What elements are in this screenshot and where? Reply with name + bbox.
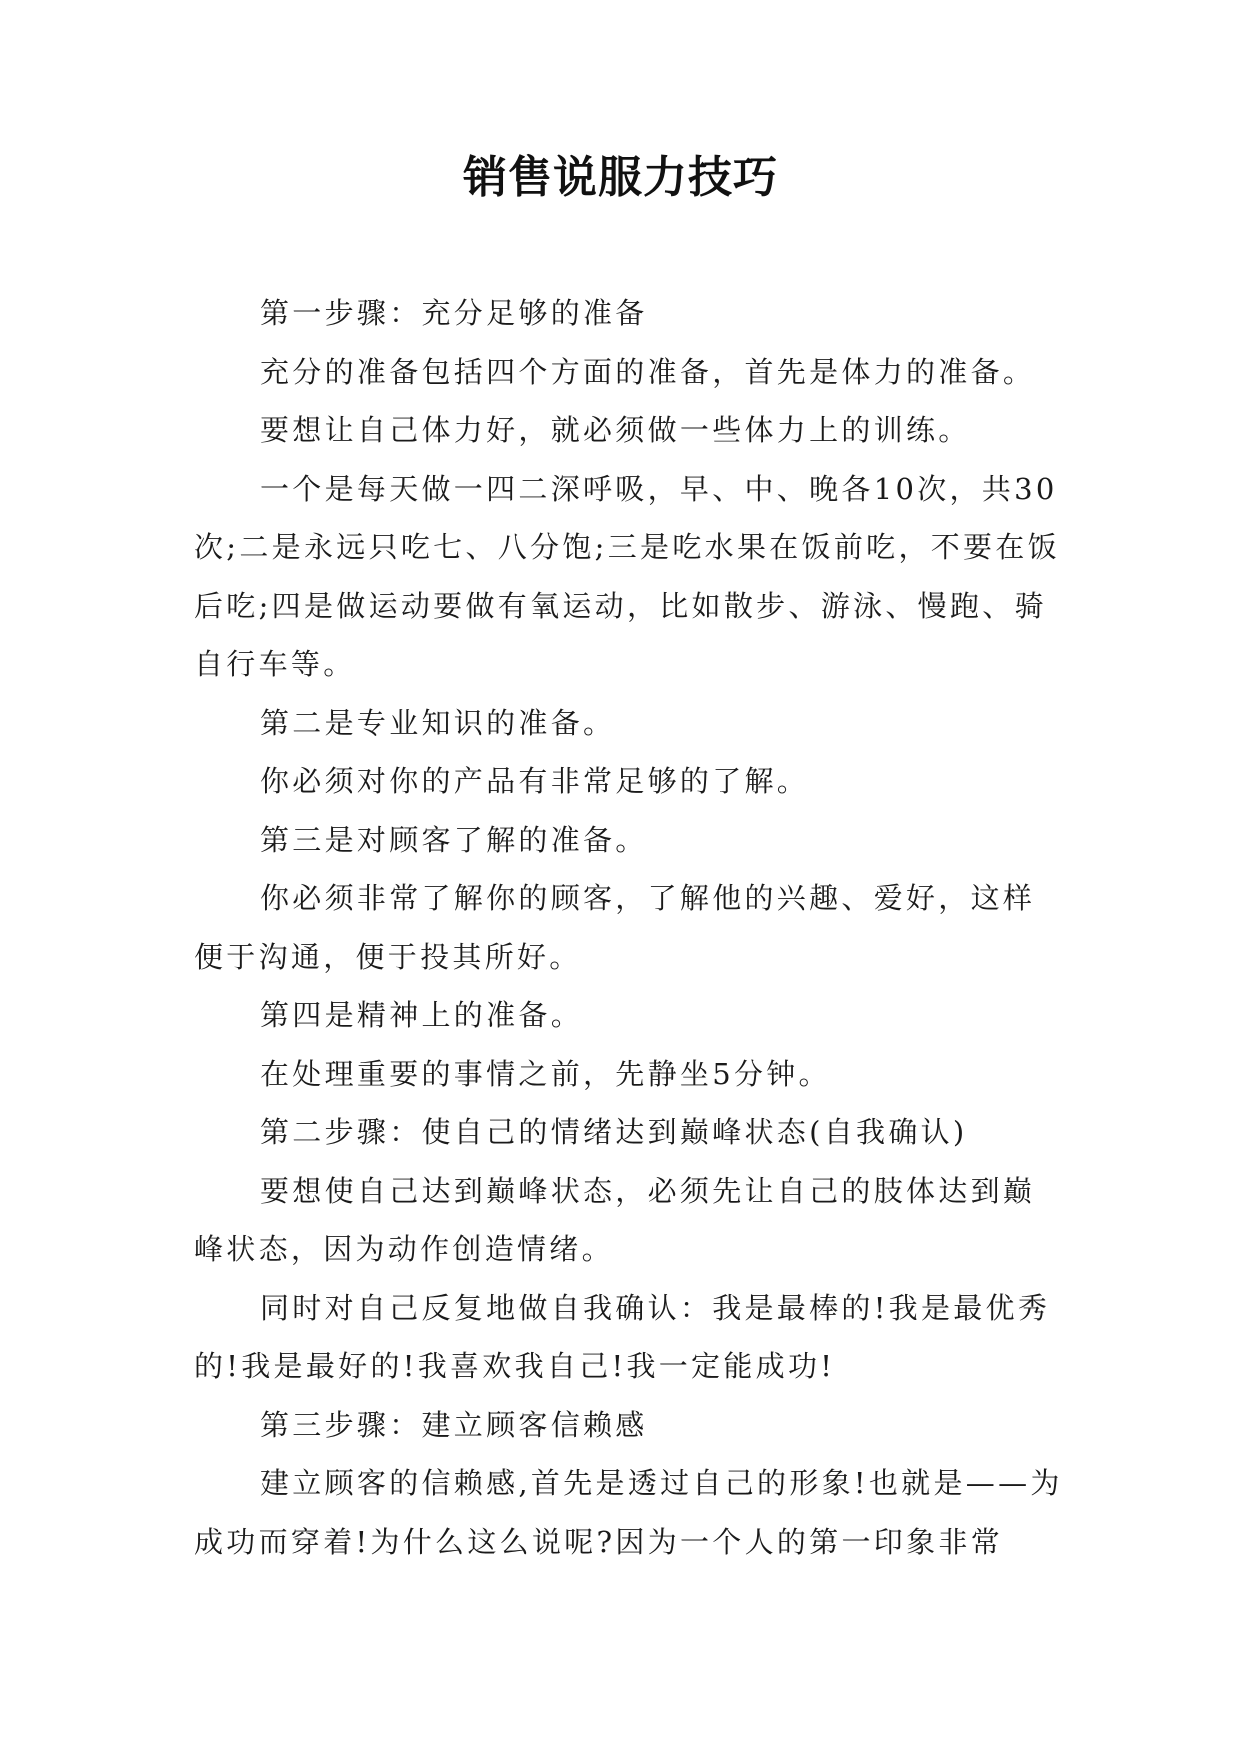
paragraph-self-affirmation: 同时对自己反复地做自我确认：我是最棒的!我是最优秀的!我是最好的!我喜欢我自己!我一定能成功!: [194, 1290, 1051, 1383]
paragraph-physical-details: 一个是每天做一四二深呼吸，早、中、晚各10次，共30次;二是永远只吃七、八分饱;三是吃水果在饭前吃，不要在饭后吃;四是做运动要做有氧运动，比如散步、游泳、慢跑、骑自行车等。: [194, 471, 1060, 681]
document-title: 销售说服力技巧: [463, 152, 778, 203]
paragraph-trust-building: 建立顾客的信赖感,首先是透过自己的形象!也就是——为成功而穿着!为什么这么说呢?因为一个人的第一印象非常: [194, 1466, 1063, 1559]
document-body: [194, 284, 1064, 1571]
paragraph-physical-training: 要想让自己体力好，就必须做一些体力上的训练。: [260, 413, 971, 447]
paragraph-customer-details: 你必须非常了解你的顾客，了解他的兴趣、爱好，这样便于沟通，便于投其所好。: [194, 881, 1036, 974]
paragraph-meditation: 在处理重要的事情之前，先静坐5分钟。: [260, 1056, 831, 1091]
paragraph-professional-knowledge: 第二是专业知识的准备。: [260, 705, 616, 740]
paragraph-step1-heading: 第一步骤：充分足够的准备: [260, 296, 648, 330]
paragraph-step2-heading: 第二步骤：使自己的情绪达到巅峰状态(自我确认): [260, 1115, 968, 1149]
paragraph-product-knowledge: 你必须对你的产品有非常足够的了解。: [260, 764, 810, 798]
paragraph-step3-heading: 第三步骤：建立顾客信赖感: [260, 1407, 648, 1442]
paragraph-peak-state: 要想使自己达到巅峰状态，必须先让自己的肢体达到巅峰状态，因为动作创造情绪。: [194, 1173, 1036, 1266]
paragraph-mental-preparation: 第四是精神上的准备。: [260, 998, 584, 1032]
paragraph-customer-knowledge: 第三是对顾客了解的准备。: [260, 822, 648, 857]
paragraph-preparation-intro: 充分的准备包括四个方面的准备，首先是体力的准备。: [260, 354, 1036, 389]
